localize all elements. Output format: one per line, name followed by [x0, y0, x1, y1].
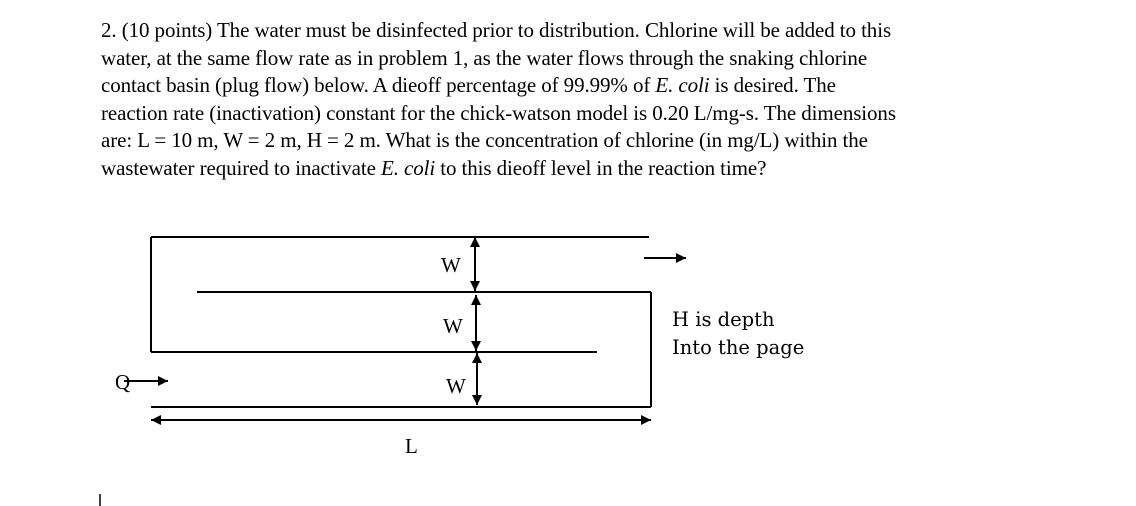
problem-text: contact basin (plug flow) below. A dieoff percentage of 99.99% of [101, 73, 656, 97]
width-label: W [446, 374, 466, 398]
width-dimension-arrows [475, 237, 477, 405]
problem-text: water, at the same flow rate as in problem 1, as the water flows through the snaking chlorine [101, 45, 868, 70]
flow-label: Q [115, 370, 131, 394]
depth-note-line-2: Into the page [672, 336, 805, 359]
organism-name: E. coli [655, 73, 710, 97]
basin-walls [151, 237, 651, 407]
width-label: W [441, 253, 461, 277]
problem-text: reaction rate (inactivation) constant for the chick-watson model is 0.20 L/mg-s. The dimensions [101, 100, 896, 125]
width-label: W [443, 314, 463, 338]
problem-text: 2. (10 points) The water must be disinfected prior to distribution. Chlorine will be added to this [101, 18, 892, 42]
problem-text: wastewater required to inactivate [101, 155, 381, 180]
length-label: L [405, 434, 418, 458]
problem-text: is desired. The [709, 73, 836, 97]
organism-name: E. coli [380, 155, 436, 180]
problem-text: are: L = 10 m, W = 2 m, H = 2 m. What is the concentration of chlorine (in mg/L) within the [101, 128, 868, 152]
problem-text: to this dieoff level in the reaction time? [435, 155, 767, 180]
depth-note-line-1: H is depth [672, 308, 775, 331]
